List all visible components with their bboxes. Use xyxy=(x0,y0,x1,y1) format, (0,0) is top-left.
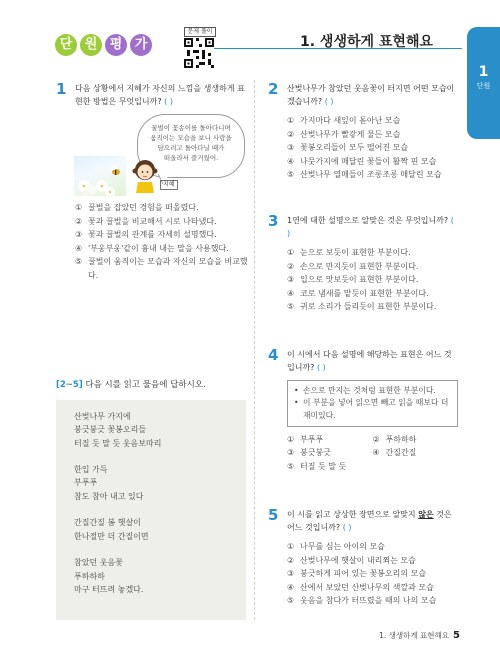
speech-line: 움직이는 모습을 보니 사랑을 xyxy=(150,134,232,142)
option-mark: ② xyxy=(372,434,380,444)
option-mark: ⑤ xyxy=(287,462,295,472)
question-range: [2~5] xyxy=(56,380,83,390)
option-4[interactable] xyxy=(287,287,458,301)
question-number: 4 xyxy=(268,346,279,364)
page-footer xyxy=(379,630,460,641)
option-mark: ⑤ xyxy=(75,257,83,267)
poem-line: 푸하하하 xyxy=(74,571,105,581)
unit-number: 1 xyxy=(478,64,489,80)
page-number: 5 xyxy=(453,630,460,641)
answer-blank[interactable]: ( ) xyxy=(287,216,454,238)
poem-line: 한입 가득 xyxy=(74,465,108,475)
poem-stanza-3 xyxy=(74,516,228,543)
option-text: 꿀벌을 잡았던 경험을 떠올렸다. xyxy=(88,203,199,212)
answer-blank[interactable]: ( ) xyxy=(164,97,173,106)
poem-line: 마구 터뜨려 놓겠다. xyxy=(74,584,144,594)
condition-text: 이 부분을 넣어 읽으면 빼고 읽을 때보다 더 재미있다. xyxy=(303,398,449,420)
answer-blank[interactable]: ( ) xyxy=(316,363,326,372)
option-mark: ③ xyxy=(287,275,295,285)
option-text: 산벚나무 열매들이 조롱조롱 매달린 모습 xyxy=(300,170,442,180)
option-mark: ② xyxy=(287,555,295,565)
qr-code-icon[interactable] xyxy=(184,38,214,68)
poem-line: 터질 듯 말 듯 웃음보따리 xyxy=(74,438,162,448)
option-mark: ② xyxy=(75,216,83,226)
option-2[interactable] xyxy=(75,215,248,229)
condition-text: 손으로 만지는 것처럼 표현한 부분이다. xyxy=(303,386,436,395)
option-text: 푸하하하 xyxy=(385,434,417,444)
option-1[interactable] xyxy=(287,114,458,128)
option-text: 꽃봉오리들이 모두 떨어진 모습 xyxy=(300,143,409,153)
instruction-text: 다음 시를 읽고 물음에 답하시오. xyxy=(85,380,206,390)
footer-chapter: 1. 생생하게 표현해요 xyxy=(379,631,450,640)
option-text: 가지마다 새잎이 돋아난 모습 xyxy=(300,116,401,125)
option-3[interactable] xyxy=(287,273,458,287)
question-number: 2 xyxy=(268,80,279,98)
option-list xyxy=(287,540,458,608)
speech-line: 떠올라서 즐거웠어. xyxy=(163,154,219,162)
option-text: 코로 냄새를 맡듯이 표현한 부분이다. xyxy=(300,288,429,298)
qr-label: 문제 풀이 xyxy=(184,27,216,37)
option-5[interactable] xyxy=(287,300,458,314)
question-text xyxy=(75,82,248,108)
condition-item: • 손으로 만지는 것처럼 표현한 부분이다. xyxy=(294,385,451,397)
option-5[interactable] xyxy=(75,255,248,282)
chapter-title: 1. 생생하게 표현해요 xyxy=(300,34,433,50)
option-text: 부푸푸 xyxy=(300,434,324,444)
option-3[interactable] xyxy=(287,446,373,460)
speech-line: 담으려고 돌아다닐 때가 xyxy=(157,144,225,152)
bee-flower-image xyxy=(74,156,126,196)
option-1[interactable] xyxy=(287,433,373,447)
option-list xyxy=(287,433,458,474)
question-prompt: 다음 상황에서 지혜가 자신의 느낌을 생생하게 표현한 방법은 무엇입니까? xyxy=(75,84,245,106)
option-4[interactable] xyxy=(287,581,458,595)
option-text: 간질간질 xyxy=(385,448,417,458)
option-mark: ⑤ xyxy=(287,170,295,180)
question-4 xyxy=(268,348,458,474)
option-5[interactable] xyxy=(287,594,458,608)
option-mark: ⑤ xyxy=(287,596,295,606)
girl-character-icon xyxy=(130,157,160,193)
option-mark: ① xyxy=(287,542,295,551)
question-1 xyxy=(56,82,248,108)
option-2[interactable] xyxy=(287,554,458,568)
unit-side-tab xyxy=(467,27,500,139)
poem-stanza-4 xyxy=(74,556,228,596)
option-text: 붕긋붕긋 xyxy=(300,448,331,458)
option-4[interactable] xyxy=(75,242,248,256)
option-4[interactable] xyxy=(287,155,458,169)
option-1[interactable] xyxy=(287,246,458,260)
option-text: 꽃과 꿀벌을 비교해서 시로 나타냈다. xyxy=(88,216,217,226)
option-text: 귀로 소리가 들리듯이 표현한 부분이다. xyxy=(300,302,437,312)
option-1[interactable] xyxy=(75,201,248,215)
emphasis-not: 않은 xyxy=(418,510,434,519)
unit-label: 단원 xyxy=(476,82,491,90)
question-text xyxy=(287,508,458,534)
answer-blank[interactable]: ( ) xyxy=(342,523,352,532)
option-2[interactable] xyxy=(287,260,458,274)
badge-char-2: 원 xyxy=(80,34,102,56)
option-mark: ④ xyxy=(287,156,295,166)
option-mark: ③ xyxy=(75,230,83,240)
option-text: 터질 듯 말 듯 xyxy=(300,462,347,472)
option-list xyxy=(75,201,248,283)
question-prompt-end: 것은 어느 것입니까? xyxy=(287,510,452,532)
question-number: 1 xyxy=(56,80,67,98)
option-text: 손으로 만지듯이 표현한 부분이다. xyxy=(300,261,419,271)
qr-code-block[interactable] xyxy=(184,27,216,72)
option-4[interactable] xyxy=(373,446,459,460)
column-divider xyxy=(254,80,255,620)
option-mark: ④ xyxy=(75,243,83,253)
option-mark: ① xyxy=(287,434,295,444)
option-mark: ① xyxy=(75,203,83,212)
question-2 xyxy=(268,82,458,182)
poem-line: 부푸푸 xyxy=(74,478,98,488)
option-5[interactable] xyxy=(287,168,458,182)
option-mark: ③ xyxy=(287,448,295,458)
answer-blank[interactable]: ( ) xyxy=(324,97,334,106)
option-mark: ⑤ xyxy=(287,302,295,312)
option-text: 웃음을 참다가 터뜨렸을 때의 나의 모습 xyxy=(300,596,437,606)
question-3 xyxy=(268,214,458,314)
option-5[interactable] xyxy=(287,460,373,474)
option-text: 나무를 심는 아이의 모습 xyxy=(300,542,385,551)
question-1-options xyxy=(56,201,248,283)
poem-line: 참도 참아 내고 있다 xyxy=(74,491,144,501)
speech-line: 꿀벌이 꽃송이를 돌아다니며 xyxy=(151,124,231,132)
option-text: '부웅부웅'같이 흉내 내는 말을 사용했다. xyxy=(88,243,229,253)
option-list xyxy=(287,246,458,314)
poem-line: 한나절만 더 간질이면 xyxy=(74,531,149,541)
option-text: 꽃과 꿀벌의 관계를 자세히 설명했다. xyxy=(88,230,217,240)
option-mark: ④ xyxy=(372,448,380,458)
option-text: 산에서 보았던 산벚나무의 색깔과 모습 xyxy=(300,582,434,592)
question-text xyxy=(287,214,458,240)
badge-char-1: 단 xyxy=(55,34,77,56)
question-prompt: 1연에 대한 설명으로 알맞은 것은 무엇입니까? xyxy=(287,216,449,225)
option-mark: ② xyxy=(287,129,295,139)
option-mark: ④ xyxy=(287,582,295,592)
question-prompt: 이 시를 읽고 상상한 장면으로 알맞지 xyxy=(287,510,419,519)
option-mark: ② xyxy=(287,261,295,271)
poem-line: 참았던 웃음꽃 xyxy=(74,558,123,568)
poem-stanza-2 xyxy=(74,463,228,503)
poem-line: 간질간질 봄 햇살이 xyxy=(74,518,141,528)
unit-assessment-badges xyxy=(55,34,152,56)
condition-box xyxy=(287,380,458,427)
option-3[interactable] xyxy=(287,567,458,581)
question-5 xyxy=(268,508,458,608)
option-text: 붕긋하게 피어 있는 꽃봉오리의 모습 xyxy=(300,569,427,579)
question-text xyxy=(287,348,458,374)
poem-line: 붕긋붕긋 꽃봉오리들 xyxy=(74,425,147,435)
option-2[interactable] xyxy=(373,433,459,447)
option-1[interactable] xyxy=(287,540,458,554)
passage-instruction xyxy=(56,378,206,390)
question-prompt: 산벚나무가 참았던 웃음꽃이 터지면 어떤 모습이겠습니까? xyxy=(287,84,455,106)
option-text: 입으로 맛보듯이 표현한 부분이다. xyxy=(300,275,419,285)
badge-char-3: 평 xyxy=(105,34,127,56)
option-mark: ③ xyxy=(287,569,295,579)
option-mark: ③ xyxy=(287,143,295,153)
option-text: 눈으로 보듯이 표현한 부분이다. xyxy=(300,248,411,257)
option-list xyxy=(287,114,458,182)
badge-char-4: 가 xyxy=(130,34,152,56)
option-text: 산벚나무에 햇살이 내리쬐는 모습 xyxy=(300,555,416,565)
poem-line: 산벚나무 가지에 xyxy=(74,412,131,421)
option-mark: ④ xyxy=(287,288,295,298)
question-number: 3 xyxy=(268,212,279,230)
option-mark: ① xyxy=(287,248,295,257)
speaker-name-tag: 지혜 xyxy=(160,180,178,190)
question-number: 5 xyxy=(268,506,279,524)
option-text: 나뭇가지에 매달린 꽃들이 활짝 핀 모습 xyxy=(300,156,437,166)
question-text xyxy=(287,82,458,108)
poem-stanza-1 xyxy=(74,410,228,450)
option-2[interactable] xyxy=(287,128,458,142)
option-3[interactable] xyxy=(287,141,458,155)
condition-item: • 이 부분을 넣어 읽으면 빼고 읽을 때보다 더 재미있다. xyxy=(294,397,451,422)
option-mark: ① xyxy=(287,116,295,125)
option-text: 산벚나무가 빨갛게 물든 모습 xyxy=(300,129,401,139)
option-text: 꿀벌이 움직이는 모습과 자신의 모습을 비교했다. xyxy=(88,257,248,280)
option-3[interactable] xyxy=(75,228,248,242)
question-prompt: 이 시에서 다음 설명에 해당하는 표현은 어느 것입니까? xyxy=(287,350,452,372)
poem-box xyxy=(56,400,246,620)
